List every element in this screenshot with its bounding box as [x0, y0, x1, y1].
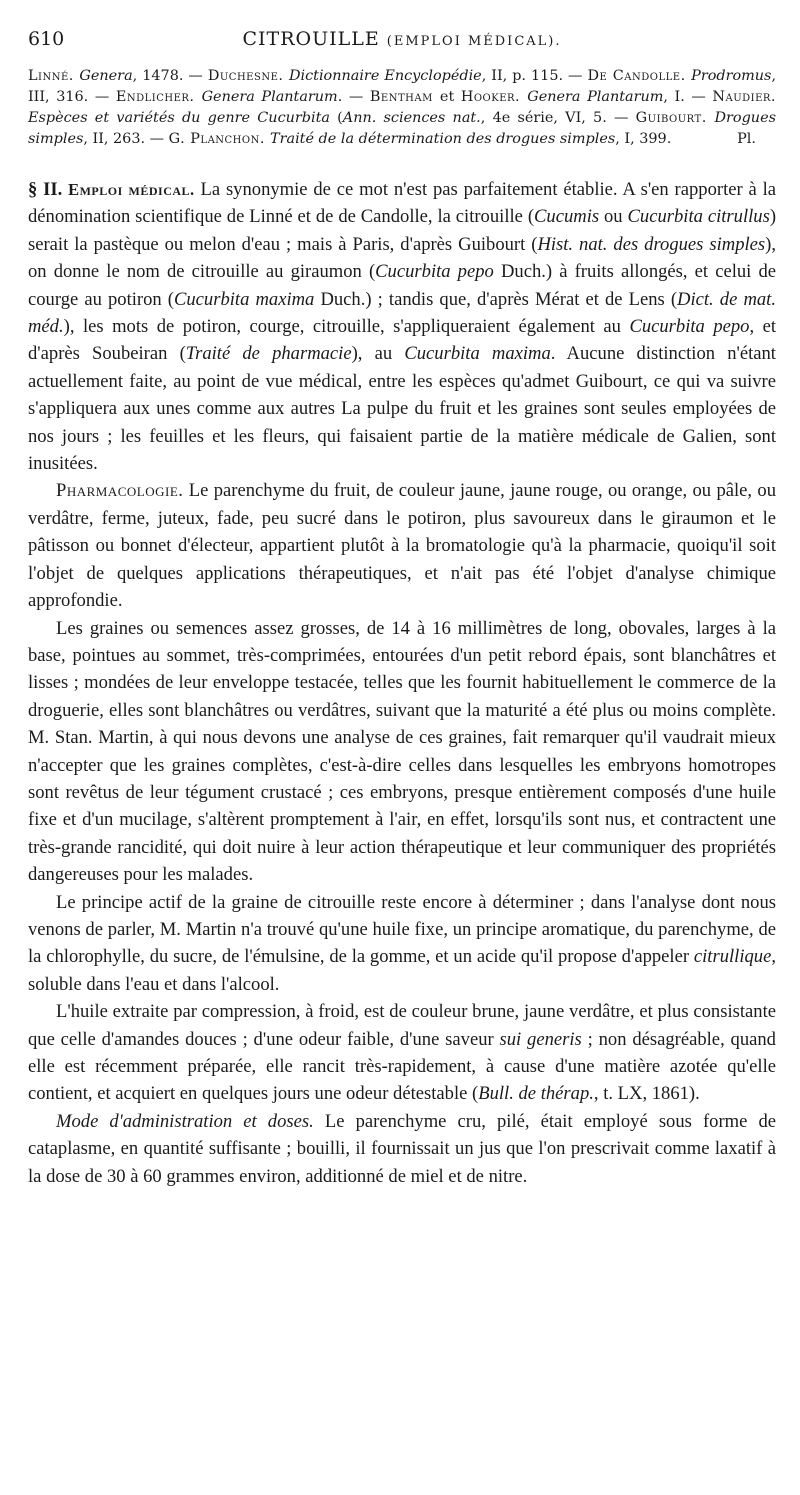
text-run: citrullique [693, 946, 772, 968]
document-page [28, 22, 776, 1190]
page-number: 610 [28, 28, 65, 50]
text-run: Espèces et variétés du genre Cucurbita [28, 110, 330, 126]
paragraph [28, 176, 776, 477]
text-run: Dictionnaire Encyclopédie [288, 68, 482, 84]
text-run: Prodromus [691, 68, 772, 84]
author-signature: Pl. [737, 131, 756, 147]
text-run: , 1478. — [132, 68, 208, 84]
text-run: Hist. nat. des drogues simples [537, 233, 766, 255]
text-run: , et d'après Soubeiran ( [28, 316, 777, 365]
text-run: Drogues simples [28, 110, 776, 147]
text-run: ), au [351, 343, 405, 365]
text-run: La synonymie de ce mot n'est pas parfaitement établie. A s'en rapporter à la dénomination scientifique de Linné et de de Candolle, la citrouille ( [28, 179, 777, 228]
text-run: , I, 399. [615, 131, 672, 147]
text-run: Mode d'administration et doses. [56, 1110, 314, 1132]
text-run: § II. [28, 179, 69, 200]
text-run: Genera [79, 68, 133, 84]
text-run: Cucurbita pepo [629, 316, 750, 338]
page-header [28, 22, 776, 56]
text-run: Le principe actif de la graine de citrouille reste encore à déterminer ; dans l'analyse dont nous venons de parler, M. Martin n'a trouvé qu'une huile fixe, un principe aromatique, du parenchyme, de la chlorophylle, du sucre, de l'émulsine, de la gomme, et un acide qu'il propose d'appeler [28, 891, 776, 968]
text-run: ) serait la pastèque ou melon d'eau ; mais à Paris, d'après Guibourt ( [28, 206, 777, 255]
paragraph [28, 477, 776, 614]
text-run: Cucurbita citrullus [627, 206, 770, 228]
text-run: Les graines ou semences assez grosses, de 14 à 16 millimètres de long, obovales, larges à la base, pointues au sommet, très-comprimées, entourées d'un petit rebord épais, sont blanchâtres et lisses ; mondées de leur enveloppe testacée, telles que les fournit habituellement le commerce de la droguerie, elles sont blanchâtres ou verdâtres, suivant que la maturité a été plus ou moins complète. M. Stan. Martin, à qui nous devons une analyse de ces graines, fait remarquer qu'il vaudrait mieux n'accepter que les graines complètes, c'est-à-dire celles dans lesquelles les embryons homotropes sont revêtus de leur tégument crustacé ; ces embryons, presque entièrement composés d'une huile fixe et d'un mucilage, s'altèrent promptement à l'air, en effet, lorsqu'ils sont nus, et contractent une très-grande rancidité, qui doit nuire à leur action thérapeutique et leur communiquer des propriétés dangereuses pour les malades. [28, 617, 776, 886]
running-title-main: CITROUILLE [242, 28, 380, 50]
running-title [28, 28, 776, 50]
text-run: ; non désagréable, quand elle est récemment préparée, elle rancit très-rapidement, à cause d'une matière azotée qu'elle contient, et acquiert en quelques jours une odeur détestable ( [28, 1028, 776, 1105]
text-run: , 4e série, VI, 5. — [480, 110, 636, 126]
text-run: Endlicher. [115, 89, 202, 105]
text-run: Naudier. [712, 89, 776, 105]
text-run: ou [599, 206, 628, 228]
article-body [28, 176, 776, 1190]
text-run: Duch.) ; tandis que, d'après Mérat et de Lens ( [314, 288, 678, 310]
text-run: et [439, 89, 461, 105]
text-run: G. Planchon. [168, 131, 271, 147]
text-run: . — [337, 89, 370, 105]
text-run: Traité de pharmacie [185, 343, 352, 365]
paragraph [28, 615, 776, 889]
text-run: Cucurbita maxima [173, 288, 315, 310]
text-run: , III, 316. — [28, 68, 777, 105]
text-run: Genera Plantarum [201, 89, 338, 105]
text-run: Cucurbita pepo [375, 261, 494, 283]
text-run: ), les mots de potiron, courge, citrouille, s'appliqueraient également au [63, 316, 630, 338]
text-run: Bentham [369, 89, 440, 105]
text-run: sui generis [499, 1028, 582, 1050]
text-run: L'huile extraite par compression, à froid, est de couleur brune, jaune verdâtre, et plus consistante que celle d'amandes douces ; d'une odeur faible, d'une saveur [28, 1001, 776, 1050]
text-run: , II, p. 115. — [481, 68, 588, 84]
running-title-sub: (EMPLOI MÉDICAL). [386, 34, 562, 49]
text-run: Bull. de thérap. [478, 1083, 594, 1105]
text-run: Genera Plantarum [527, 89, 664, 105]
bibliography-block [28, 66, 776, 150]
paragraph [28, 1108, 776, 1190]
text-run: ), on donne le nom de citrouille au giraumon ( [28, 233, 776, 283]
paragraph [28, 889, 776, 999]
text-run: . Aucune distinction n'étant actuellement faite, au point de vue médical, entre les espèces qu'admet Guibourt, ce qui va suivre s'appliquera aux unes comme aux autres La pulpe du fruit et les graines sont seules employées de nos jours ; les feuilles et les fleurs, qui faisaient partie de la matière médicale de Galien, sont inusitées. [28, 343, 776, 475]
text-run: Duchesne. [207, 68, 289, 84]
text-run: Dict. de mat. méd. [28, 288, 776, 338]
bibliography-text [28, 66, 776, 150]
text-run: Guibourt. [635, 110, 715, 126]
text-run: Le parenchyme du fruit, de couleur jaune, jaune rouge, ou orange, ou pâle, ou verdâtre, ferme, juteux, fade, peu sucré dans le potiron, plus savoureux dans le giraumon et le pâtisson ou bonnet d'électeur, appartient plutôt à la bromatologie qu'à la pharmacie, quoiqu'il soit l'objet de quelques applications thérapeutiques, et n'ait pas été l'objet d'analyse chimique approfondie. [28, 480, 776, 612]
text-run: Cucurbita maxima [404, 343, 551, 365]
text-run: Hooker. [460, 89, 528, 105]
text-run: , soluble dans l'eau et dans l'alcool. [28, 946, 776, 995]
text-run: Pharmacologie. [56, 480, 184, 502]
text-run: Emploi médical. [68, 180, 195, 199]
text-run: ( [329, 110, 343, 126]
text-run: , II, 263. — [83, 131, 169, 147]
text-run: Ann. sciences nat. [342, 110, 481, 126]
text-run: Cucumis [534, 206, 600, 228]
text-run: Linné. [28, 68, 80, 84]
text-run: , I. — [663, 89, 713, 105]
text-run: Duch.) à fruits allongés, et celui de courge au potiron ( [28, 261, 777, 310]
text-run: Le parenchyme cru, pilé, était employé sous forme de cataplasme, en quantité suffisante ; bouilli, il fournissait un jus que l'on prescrivait comme laxatif à la dose de 30 à 60 grammes environ, additionné de miel et de nitre. [28, 1110, 777, 1187]
text-run: De Candolle. [587, 68, 692, 84]
text-run: Traité de la détermination des drogues simples [270, 131, 616, 147]
text-run: , t. LX, 1861). [593, 1083, 700, 1105]
paragraph [28, 998, 776, 1108]
